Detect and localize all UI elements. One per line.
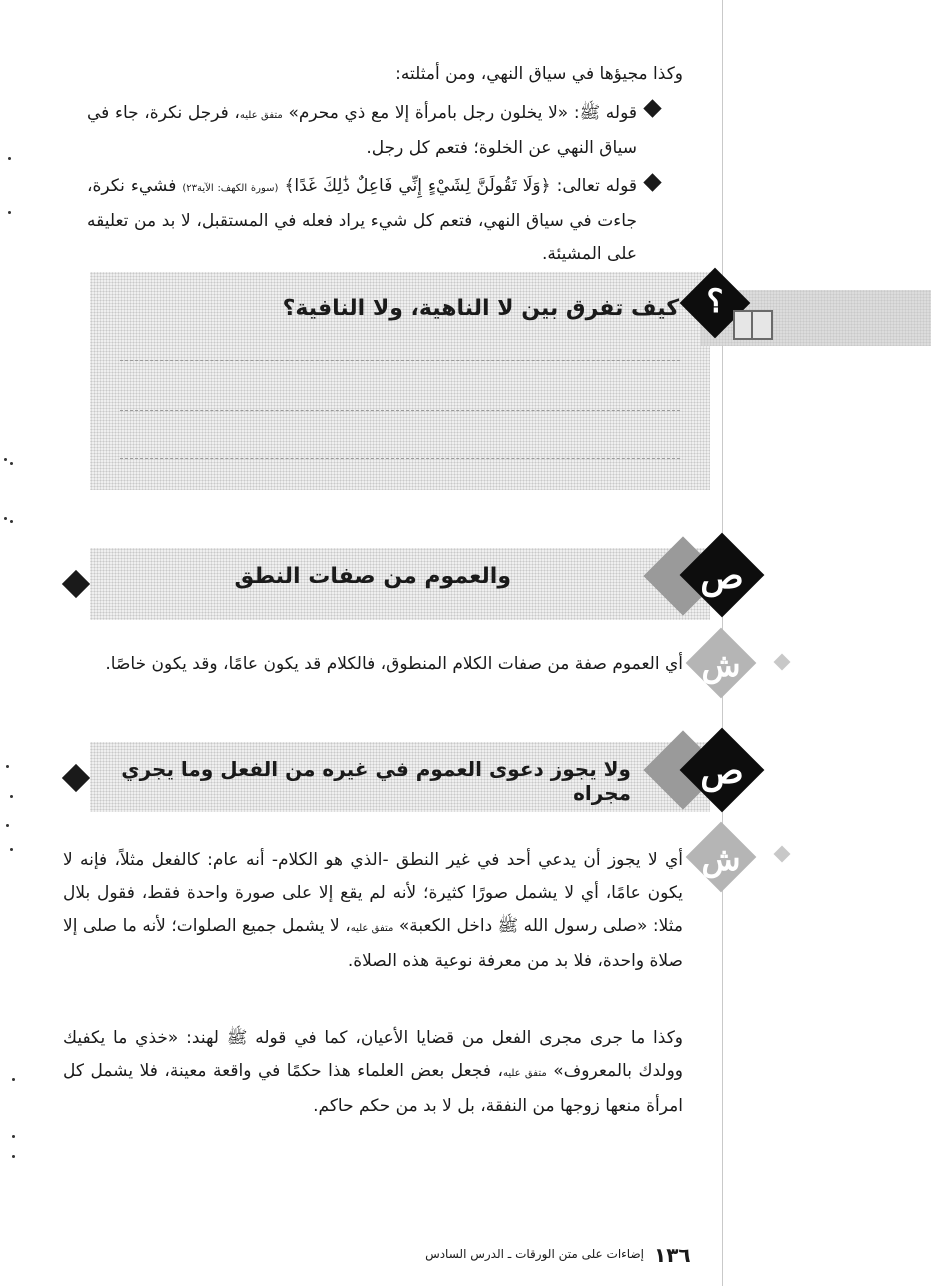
sharh-paragraph-1: أي لا يجوز أن يدعي أحد في غير النطق -الذي هو الكلام- أنه عام: كالفعل مثلاً، فإنه لا يكون عامًا، أي لا يشمل صورًا كثيرة؛ لأنه لم يقع إلا على صورة واحدة فقط، فقول بلال مثلا: «صلى رسول الله ﷺ داخل الكعبة» متفق عليه، لا يشمل جميع الصلوات؛ لأنه ما صلى إلا صلاة واحدة، فلا بد من معرفة نوعية هذه الصلاة.	[63, 850, 683, 971]
sharh-small-diamond	[774, 846, 791, 863]
scan-mark	[8, 211, 11, 214]
answer-line	[120, 458, 680, 459]
running-title: إضاءات على متن الورقات ـ الدرس السادس	[425, 1247, 644, 1261]
bullet-diamond-icon	[643, 173, 661, 191]
page-number: ١٣٦	[654, 1243, 691, 1267]
sharh-text: أي العموم صفة من صفات الكلام المنطوق، فالكلام قد يكون عامًا، وقد يكون خاصًا.	[105, 654, 683, 674]
scan-mark	[4, 517, 7, 520]
scan-mark	[10, 462, 13, 465]
sharh-paragraph-2: وكذا ما جرى مجرى الفعل من قضايا الأعيان، كما في قوله ﷺ لهند: «خذي ما يكفيك وولدك بالمعروف» متفق عليه، فجعل بعض العلماء هذا حكمًا في واقعة معينة، فلا يشمل كل امرأة منعها زوجها من النفقة، بل لا بد من حكم حاكم.	[63, 1028, 683, 1116]
matn-text: والعموم من صفات النطق	[234, 564, 511, 589]
scan-mark	[8, 157, 11, 160]
scan-mark	[10, 520, 13, 523]
answer-line	[120, 410, 680, 411]
bullet-diamond-icon	[643, 99, 661, 117]
scan-mark	[4, 458, 7, 461]
intro-bullet-2: قوله تعالى: ﴿وَلَا تَقُولَنَّ لِشَيْءٍ إِنِّي فَاعِلٌ ذَٰلِكَ غَدًا﴾ (سورة الكهف: الآية٢٣) فشيء نكرة، جاءت في سياق النهي، فتعم كل شيء يراد فعله في المستقبل، لا بد من تعليقه على المشيئة.	[87, 176, 638, 264]
scan-mark	[12, 1155, 15, 1158]
scan-mark	[12, 1135, 15, 1138]
intro-lead: وكذا مجيؤها في سياق النهي، ومن أمثلته:	[395, 64, 683, 84]
hadith-reference: متفق عليه	[239, 110, 283, 121]
matn-letter: ص	[700, 750, 744, 792]
matn-text: ولا يجوز دعوى العموم في غيره من الفعل وما يجري مجراه	[121, 757, 631, 805]
bullet-diamond-icon	[62, 570, 90, 598]
scan-mark	[10, 848, 13, 851]
intro-bullet-1: قوله ﷺ: «لا يخلون رجل بامرأة إلا مع ذي محرم» متفق عليه، فرجل نكرة، جاء في سياق النهي عن الخلوة؛ فتعم كل رجل.	[87, 103, 637, 158]
scan-mark	[12, 1078, 15, 1081]
question-title: كيف تفرق بين لا الناهية، ولا النافية؟	[282, 296, 679, 321]
hadith-reference: متفق عليه	[350, 923, 394, 934]
matn-letter: ص	[700, 555, 744, 597]
scan-mark	[6, 765, 9, 768]
sharh-small-diamond	[774, 654, 791, 671]
bullet-diamond-icon	[62, 764, 90, 792]
answer-line	[120, 360, 680, 361]
sharh-letter: ش	[701, 840, 741, 878]
scan-mark	[10, 795, 13, 798]
scan-mark	[6, 824, 9, 827]
quran-reference: (سورة الكهف: الآية٢٣)	[182, 183, 279, 194]
hadith-reference: متفق عليه	[502, 1068, 547, 1079]
question-mark-icon: ؟	[706, 282, 724, 320]
sharh-letter: ش	[701, 646, 741, 684]
book-icon	[733, 310, 773, 340]
